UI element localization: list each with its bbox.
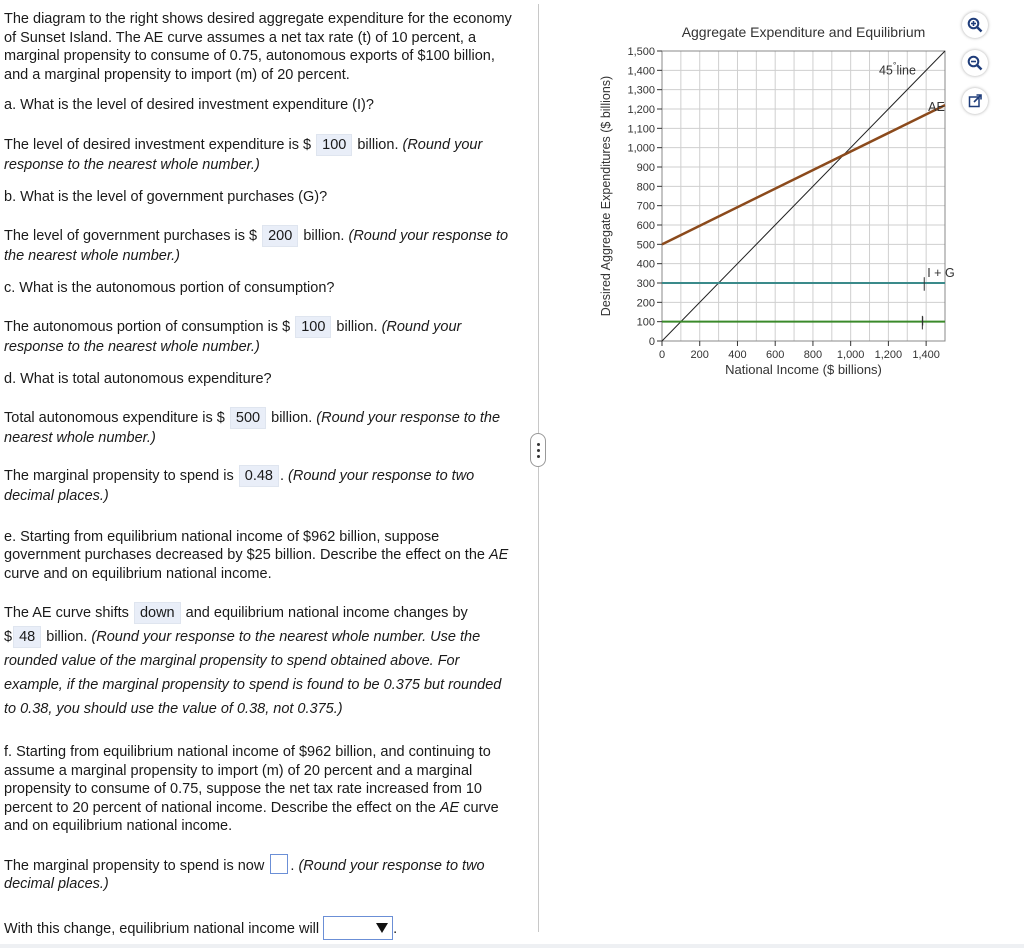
answer-d-line: Total autonomous expenditure is $ 500 billion. (Round your response to the nearest whole number.) bbox=[4, 407, 514, 448]
answer-e-line: The AE curve shifts down and equilibrium national income changes by $ 48 billion. (Round your response to the nearest whole number. Use the rounded value of the marginal propensity to spend obtained above. For example, if the marginal propensity to spend is found to be 0.375 but rounded to 0.38, you should use the value of 0.38, not 0.375.) bbox=[4, 601, 514, 721]
shift-direction-field[interactable]: down bbox=[134, 602, 181, 624]
label-i: I bbox=[920, 314, 925, 329]
dropdown-arrow-icon bbox=[376, 923, 388, 933]
resize-handle[interactable] bbox=[530, 433, 546, 467]
mps-field[interactable]: 0.48 bbox=[239, 465, 279, 487]
equilibrium-line: With this change, equilibrium national income will . bbox=[4, 916, 514, 940]
chart-title: Aggregate Expenditure and Equilibrium bbox=[681, 24, 926, 40]
label-i-plus-g: I + G bbox=[927, 266, 955, 280]
bottom-bar bbox=[0, 944, 1024, 948]
y-tick-label: 800 bbox=[636, 181, 655, 194]
mps-line: The marginal propensity to spend is 0.48 . (Round your response to two decimal places.) bbox=[4, 465, 514, 506]
zoom-in-button[interactable] bbox=[962, 12, 988, 38]
question-a: a. What is the level of desired investment expenditure (I)? bbox=[4, 97, 374, 113]
x-axis-label: National Income ($ billions) bbox=[725, 362, 882, 377]
ae-chart bbox=[596, 14, 956, 384]
label-45-degree: ° bbox=[892, 60, 897, 71]
y-tick-label: 1,500 bbox=[627, 46, 655, 58]
y-tick-label: 700 bbox=[636, 200, 655, 213]
x-tick-label: 0 bbox=[658, 349, 666, 361]
label-ae: AE bbox=[928, 99, 945, 114]
x-tick-label: 200 bbox=[690, 349, 709, 361]
question-c: c. What is the autonomous portion of consumption? bbox=[4, 280, 335, 296]
answer-c-field[interactable]: 100 bbox=[295, 316, 331, 338]
zoom-out-button[interactable] bbox=[962, 50, 988, 76]
series-line-0 bbox=[662, 51, 945, 341]
new-mps-input[interactable] bbox=[270, 854, 288, 874]
x-tick-label: 600 bbox=[766, 349, 785, 361]
answer-a-field[interactable]: 100 bbox=[316, 134, 352, 156]
chart-labels bbox=[879, 60, 955, 329]
answer-b-field[interactable]: 200 bbox=[262, 225, 298, 247]
zoom-in-icon bbox=[967, 17, 983, 33]
y-tick-label: 1,300 bbox=[627, 84, 655, 97]
y-tick-label: 100 bbox=[636, 316, 655, 329]
x-tick-label: 1,000 bbox=[836, 349, 865, 361]
y-tick-label: 600 bbox=[636, 220, 655, 232]
intro-text: The diagram to the right shows desired aggregate expenditure for the economy of Sunset Island. The AE curve assumes a net tax rate (t) of 10 percent, a marginal propensity to consume of 0.75, autonomous exports of $100 billion, and a marginal propensity to import (m) of 20 percent. bbox=[4, 11, 512, 83]
y-tick-label: 200 bbox=[636, 297, 655, 310]
equilibrium-dropdown[interactable] bbox=[323, 916, 393, 940]
x-tick-label: 800 bbox=[803, 349, 823, 361]
question-d: d. What is total autonomous expenditure? bbox=[4, 371, 272, 387]
y-tick-label: 500 bbox=[636, 239, 655, 252]
series-line-1 bbox=[662, 105, 945, 244]
tool-column bbox=[962, 12, 992, 126]
y-tick-label: 900 bbox=[636, 162, 655, 174]
y-tick-label: 0 bbox=[648, 336, 655, 348]
answer-d-field[interactable]: 500 bbox=[230, 407, 266, 429]
answer-b-line: The level of government purchases is $ 200 billion. (Round your response to the nearest whole number.) bbox=[4, 225, 514, 266]
y-tick-label: 400 bbox=[636, 258, 655, 271]
question-e: e. Starting from equilibrium national income of $962 billion, suppose government purchases decreased by $25 billion. Describe the effect on the AE curve and on equilibrium national income. bbox=[4, 528, 509, 582]
y-tick-label: 1,000 bbox=[627, 142, 655, 155]
panel-divider bbox=[538, 4, 539, 932]
y-tick-label: 1,200 bbox=[627, 104, 655, 116]
popout-icon bbox=[967, 93, 983, 109]
x-tick-label: 1,400 bbox=[912, 349, 940, 361]
answer-f-line: The marginal propensity to spend is now . (Round your response to two decimal places.) bbox=[4, 854, 514, 894]
question-f: f. Starting from equilibrium national income of $962 billion, and continuing to assume a marginal propensity to import (m) of 20 percent and a marginal propensity to consume of 0.75, suppose the net tax rate increased from 10 percent to 20 percent of national income. Describe the effect on the AE curve and on equilibrium national income. bbox=[4, 744, 499, 834]
x-tick-label: 400 bbox=[728, 349, 747, 361]
y-tick-label: 1,100 bbox=[627, 123, 655, 136]
x-tick-label: 1,200 bbox=[874, 349, 903, 361]
y-axis-label: Desired Aggregate Expenditures ($ billions) bbox=[599, 75, 613, 317]
chart-lines bbox=[662, 51, 945, 341]
zoom-out-icon bbox=[967, 55, 983, 71]
y-tick-label: 300 bbox=[636, 278, 655, 290]
question-b: b. What is the level of government purchases (G)? bbox=[4, 189, 328, 205]
y-tick-label: 1,400 bbox=[627, 65, 655, 78]
income-change-field[interactable]: 48 bbox=[13, 626, 41, 648]
answer-a-line: The level of desired investment expenditure is $ 100 billion. (Round your response to the nearest whole number.) bbox=[4, 134, 514, 175]
popout-button[interactable] bbox=[962, 88, 988, 114]
label-45-suffix: line bbox=[896, 63, 916, 78]
chart-axes bbox=[627, 46, 945, 361]
question-panel bbox=[4, 10, 514, 940]
answer-c-line: The autonomous portion of consumption is $ 100 billion. (Round your response to the nearest whole number.) bbox=[4, 316, 514, 357]
label-45-line: 45°line bbox=[878, 60, 916, 78]
